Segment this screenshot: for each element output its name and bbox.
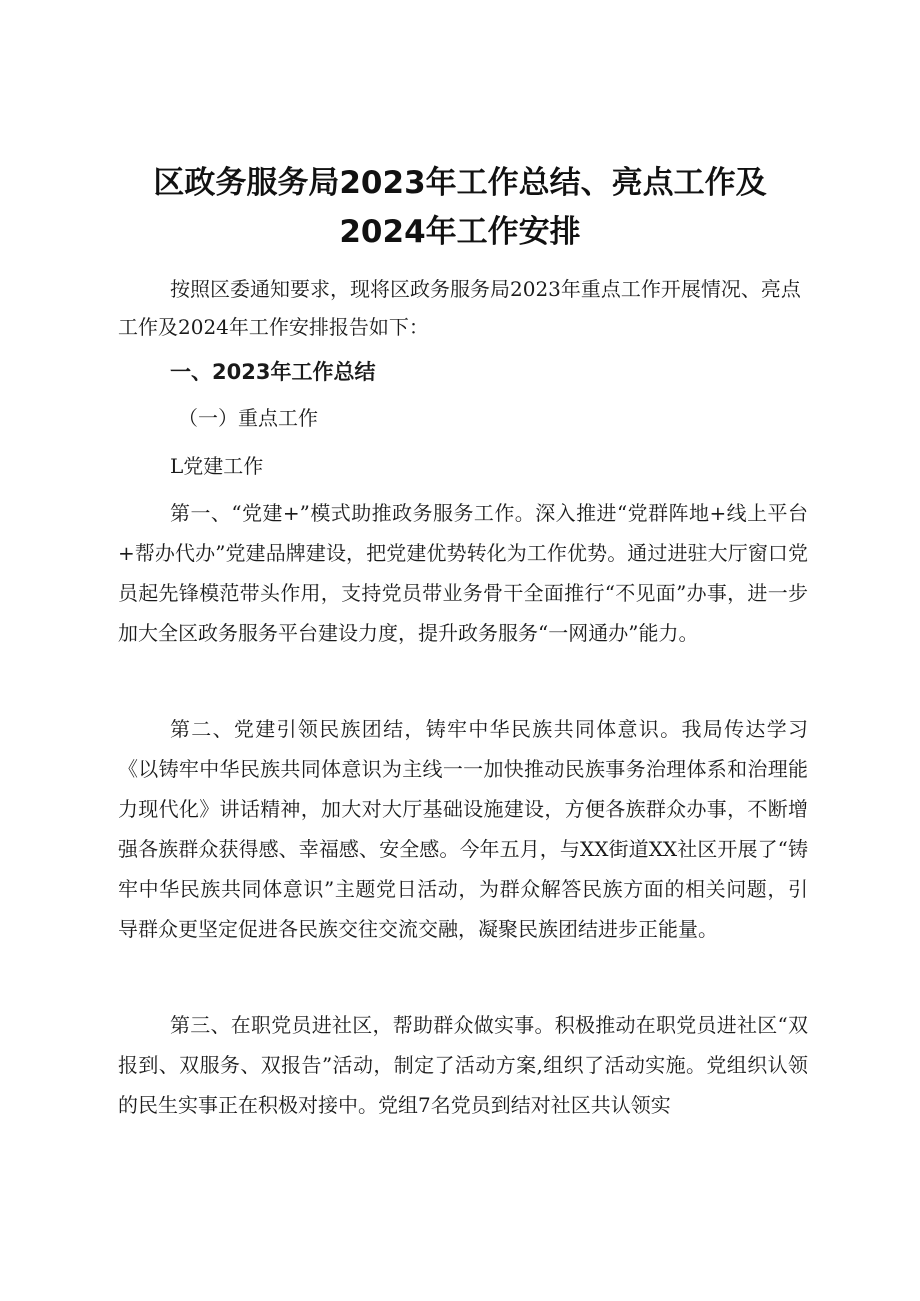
item-heading-party-building: L党建工作 xyxy=(170,454,264,478)
intro-paragraph: 按照区委通知要求，现将区政务服务局2023年重点工作开展情况、亮点工作及2024年工作安排报告如下： xyxy=(118,277,801,339)
paragraph-second: 第二、党建引领民族团结，铸牢中华民族共同体意识。我局传达学习《以铸牢中华民族共同体意识为主线一一加快推动民族事务治理体系和治理能力现代化》讲话精神，加大对大厅基础设施建设，方便各族群众办事，不断增强各族群众获得感、幸福感、安全感。今年五月，与XX街道XX社区开展了“铸牢中华民族共同体意识”主题党日活动，为群众解答民族方面的相关问题，引导群众更坚定促进各民族交往交流交融，凝聚民族团结进步正能量。 xyxy=(118,717,808,941)
document-title-line-1: 区政务服务局2023年工作总结、亮点工作及 xyxy=(153,165,767,201)
paragraph-third: 第三、在职党员进社区，帮助群众做实事。积极推动在职党员进社区“双报到、双服务、双报告”活动，制定了活动方案,组织了活动实施。党组织认领的民生实事正在积极对接中。党组7名党员到结对社区共认领实 xyxy=(118,1013,808,1117)
paragraph-first: 第一、“党建+”模式助推政务服务工作。深入推进“党群阵地+线上平台+帮办代办”党建品牌建设，把党建优势转化为工作优势。通过进驻大厅窗口党员起先锋模范带头作用，支持党员带业务骨干全面推行“不见面”办事，进一步加大全区政务服务平台建设力度，提升政务服务“一网通办”能力。 xyxy=(118,501,808,645)
section-heading-2023-summary: 一、2023年工作总结 xyxy=(170,360,376,384)
document-title-line-2: 2024年工作安排 xyxy=(339,214,581,250)
subsection-heading-key-work: （一）重点工作 xyxy=(178,406,318,430)
